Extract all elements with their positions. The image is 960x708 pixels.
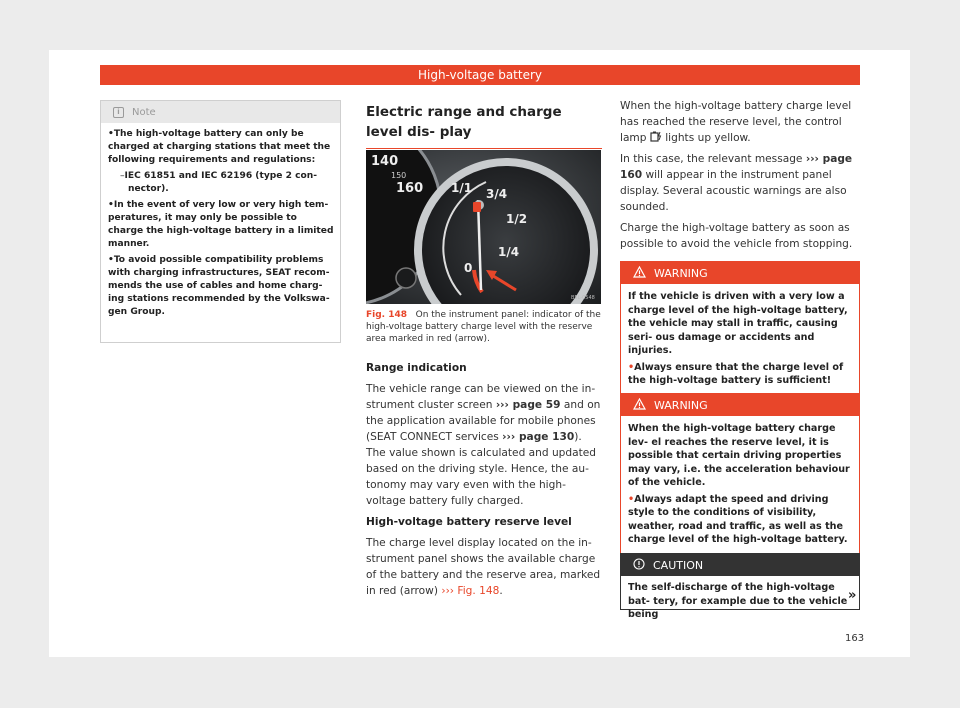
speed-label-140: 140: [371, 154, 399, 169]
section-title: Electric range and charge level dis- play: [366, 102, 602, 149]
range-text-3: ). The value shown is calculated and updated based on the driving style. Hence, the au- tonomy may vary even with the high-voltage battery fully charged.: [366, 431, 597, 507]
section-header: High-voltage battery: [100, 65, 860, 85]
note-header: [101, 101, 340, 123]
note-bullet-1: • The high-voltage battery can only be charged at charging stations that meet the following requirements and regulations:: [108, 128, 334, 167]
range-paragraph: [366, 381, 602, 509]
range-text-2: and on the application available for mobile phones (SEAT CONNECT services: [366, 399, 601, 443]
col3-text-1: When the high-voltage battery charge level has reached the reserve level, the control lamp: [620, 100, 852, 144]
warning-label-2: WARNING: [654, 398, 708, 412]
caution-icon: [633, 558, 653, 572]
figure-caption: [366, 309, 602, 345]
gauge-label-half: 1/2: [506, 212, 528, 226]
reserve-heading: High-voltage battery reserve level: [366, 516, 572, 528]
continue-mark: »: [848, 588, 857, 603]
charge-paragraph: Charge the high-voltage battery as soon as possible to avoid the vehicle from stopping.: [620, 222, 853, 250]
range-text-1: The vehicle range can be viewed on the in- strument cluster screen: [366, 383, 596, 411]
warning-triangle-icon: [633, 266, 654, 280]
warning-bullet-2: • Always adapt the speed and driving style to the conditions of visibility, weather, road and traffic, as well as the charge level of the high-voltage battery.: [628, 493, 853, 547]
warning-text-1: If the vehicle is driven with a very low a charge level of the high-voltage battery, the vehicle may stall in traffic, causing seri- ous damage or accidents and injuries.: [628, 291, 848, 356]
caution-box: [620, 553, 860, 620]
warning-box-1: [620, 261, 860, 397]
control-lamp-paragraph: [620, 98, 860, 146]
message-paragraph: [620, 151, 860, 215]
note-dash-1: – IEC 61851 and IEC 62196 (type 2 con- nector).: [108, 170, 334, 196]
caution-label: CAUTION: [653, 558, 704, 572]
column-3-text: [620, 98, 860, 257]
gauge-label-empty: 0: [464, 261, 473, 275]
gauge-label-three-quarter: 3/4: [486, 187, 508, 201]
gauge-label-full: 1/1: [451, 181, 473, 195]
page-130-link[interactable]: ››› page 130: [502, 431, 575, 443]
note-label: Note: [132, 106, 156, 118]
speed-label-150: 150: [391, 171, 407, 180]
warning-label-1: WARNING: [654, 266, 708, 280]
speed-label-160: 160: [396, 181, 424, 196]
figure-caption-text: On the instrument panel: indicator of the high-voltage battery charge level with the reserve area marked in red (arrow).: [366, 310, 601, 344]
warning-triangle-icon: [633, 398, 654, 412]
warning-text-2: When the high-voltage battery charge lev- el reaches the reserve level, it is possible that certain driving properties may vary, i.e. the acceleration behaviour of the vehicle.: [628, 423, 850, 488]
page-59-link[interactable]: ››› page 59: [495, 399, 561, 411]
warning-header-1: [621, 262, 859, 284]
warning-header-2: [621, 394, 859, 416]
fig-148-link[interactable]: ››› Fig. 148: [441, 585, 500, 597]
info-icon: i: [113, 107, 124, 118]
col3-text-4: will appear in the instrument panel display. Several acoustic warnings are also sounded.: [620, 169, 847, 213]
instrument-panel-illustration: [366, 150, 601, 304]
note-bullet-3: • To avoid possible compatibility problems with charging infrastructures, SEAT recom- mends the use of cables and home charg- ing stations recommended by the Volkswa- gen Group.: [108, 254, 334, 319]
battery-lamp-icon: [650, 132, 665, 144]
caution-text: The self-discharge of the high-voltage bat- tery, for example due to the vehicle being: [628, 582, 848, 620]
note-box: [100, 100, 341, 343]
caution-header: [621, 554, 859, 576]
reserve-paragraph: [366, 535, 602, 599]
column-2-text: [366, 360, 602, 604]
figure-code: B5L-0548: [571, 295, 595, 301]
reserve-text-2: .: [499, 585, 503, 597]
warning-box-2: [620, 393, 860, 556]
reserve-text-1: The charge level display located on the in- strument panel shows the available charge of the battery and the reserve area, marked in red (arrow): [366, 537, 601, 597]
figure-number: Fig. 148: [366, 310, 408, 320]
page-160-link[interactable]: ››› page 160: [620, 153, 853, 181]
col3-text-2: lights up yellow.: [665, 132, 751, 144]
instrument-panel-figure: [366, 150, 601, 304]
page-number: 163: [845, 633, 865, 644]
note-bullet-2: • In the event of very low or very high tem- peratures, it may only be possible to charge the high-voltage battery in a limited manner.: [108, 199, 334, 251]
col3-text-3: In this case, the relevant message: [620, 153, 803, 165]
gauge-label-quarter: 1/4: [498, 245, 520, 259]
warning-bullet-1: • Always ensure that the charge level of the high-voltage battery is sufficient!: [628, 361, 853, 388]
range-heading: Range indication: [366, 362, 467, 374]
